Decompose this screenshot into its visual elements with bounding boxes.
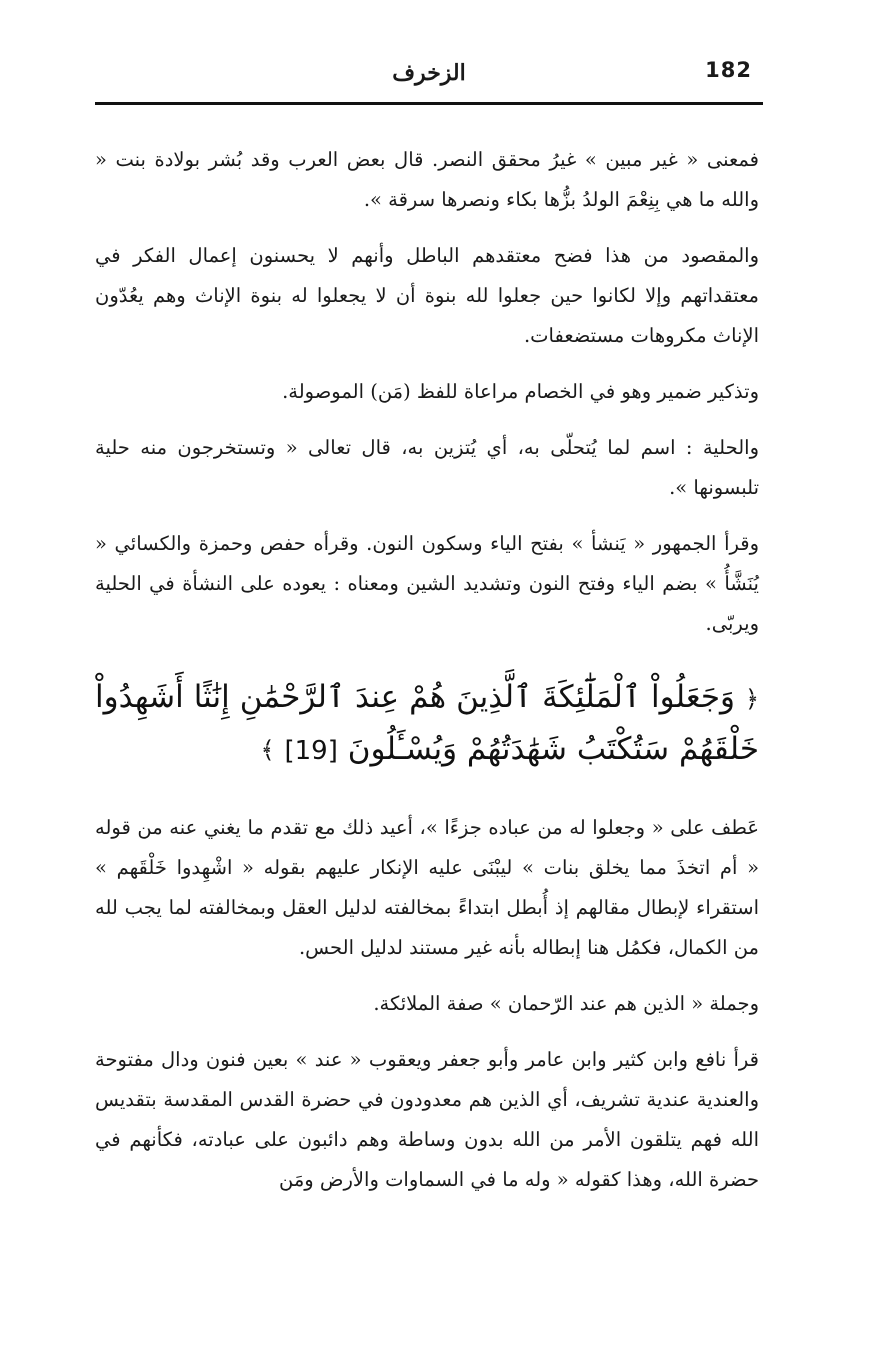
- verse-ornament-close: ﴾: [260, 736, 275, 764]
- page-body: [95, 140, 759, 1216]
- paragraph: عَطف على « وجعلوا له من عباده جزءًا »، أعيد ذلك مع تقدم ما يغني عنه من قوله « أم اتخذَ مما يخلق بنات » ليبْنَى عليه الإنكار عليهم بقوله « اشْهِدوا خَلْقَهم » استقراء لإبطال مقالهم إذ أُبطل ابتداءً بمخالفته لدليل العقل وبمخالفته لما يجب لله من الكمال، فكمُل هنا إبطاله بأنه غير مستند لدليل الحس.: [95, 815, 759, 959]
- verse-number: [19]: [284, 735, 338, 766]
- paragraph: والحلية : اسم لما يُتحلّى به، أي يُتزين به، قال تعالى « وتستخرجون منه حلية تلبسونها ».: [95, 436, 759, 499]
- paragraph: والمقصود من هذا فضح معتقدهم الباطل وأنهم لا يحسنون إعمال الفكر في معتقداتهم وإلا لكانوا حين جعلوا لله بنوة أن لا يجعلوا له بنوة الإناث وهم يعُدّون الإناث مكروهات مستضعفات.: [95, 244, 759, 347]
- page-header: [96, 52, 762, 96]
- header-rule: [95, 102, 763, 105]
- paragraph: وجملة « الذين هم عند الرّحمان » صفة الملائكة.: [373, 991, 759, 1015]
- surah-title: الزخرف: [392, 60, 466, 86]
- paragraph: قرأ نافع وابن كثير وابن عامر وأبو جعفر ويعقوب « عند » بعين فنون ودال مفتوحة والعندية عندية تشريف، أي الذين هم معدودون في حضرة القدس المقدسة بتقديس الله فهم يتلقون الأمر من الله بدون وساطة وهم دائبون على عبادته، فكأنهم في حضرة الله، وهذا كقوله « وله ما في السماوات والأرض ومَن: [95, 1047, 759, 1191]
- page-number: 182: [705, 58, 752, 82]
- verse-ornament-open: ﴿: [744, 684, 759, 713]
- verse-text: وَجَعَلُواْ ٱلْمَلَٰٓئِكَةَ ٱلَّذِينَ هُمْ عِندَ ٱلرَّحْمَٰنِ إِنَٰثًا أَشَهِدُواْ خَلْقَهُمْ سَتُكْتَبُ شَهَٰدَتُهُمْ وَيُسْـَٔلُونَ: [95, 679, 759, 767]
- paragraph: وقرأ الجمهور « يَنشأ » بفتح الياء وسكون النون. وقرأه حفص وحمزة والكسائي « يُنَشَّأُ » بضم الياء وفتح النون وتشديد الشين ومعناه : يعوده على النشأة في الحلية ويربّى.: [95, 532, 759, 635]
- paragraph: فمعنى « غير مبين » غيرُ محقق النصر. قال بعض العرب وقد بُشر بولادة بنت « والله ما هي بِنِعْمَ الولدُ بزُّها بكاء ونصرها سرقة ».: [95, 148, 759, 211]
- quran-verse: [95, 672, 759, 776]
- paragraph: وتذكير ضمير وهو في الخصام مراعاة للفظ (مَن) الموصولة.: [282, 380, 759, 403]
